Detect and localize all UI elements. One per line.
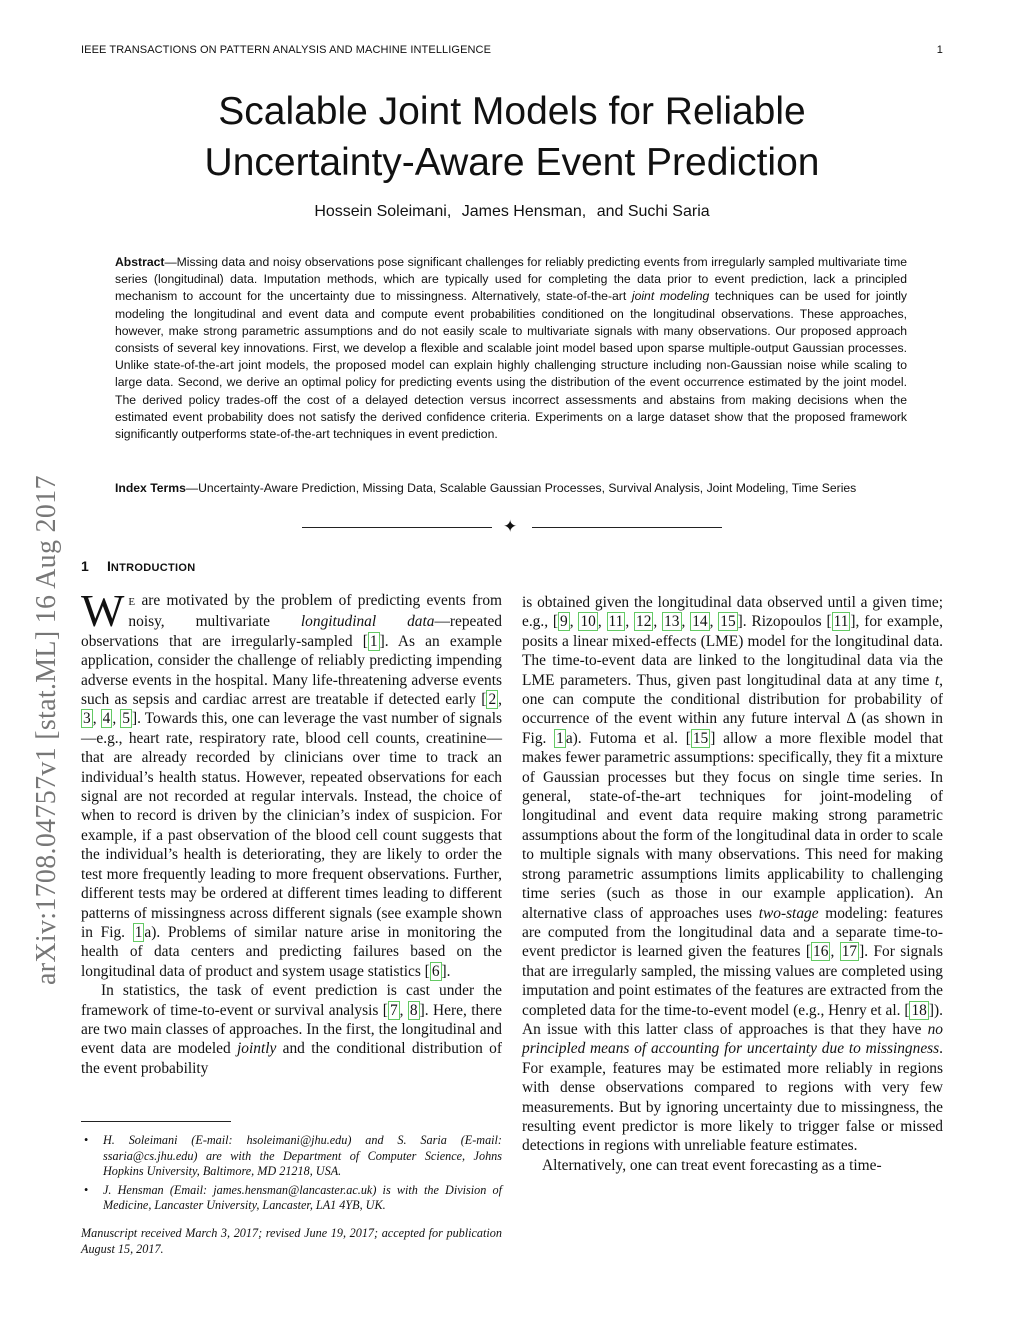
author-list bbox=[0, 203, 1024, 221]
citation-link[interactable]: 12 bbox=[636, 613, 652, 631]
citation-link[interactable]: 5 bbox=[122, 710, 130, 728]
page-number: 1 bbox=[936, 44, 943, 56]
citation-link[interactable]: 18 bbox=[911, 1001, 927, 1019]
running-header bbox=[81, 44, 943, 56]
citation-link[interactable]: 7 bbox=[389, 1001, 398, 1019]
text-run: —repeated observations that are irregularly-sampled bbox=[81, 613, 502, 650]
abstract bbox=[115, 254, 907, 443]
citation-link[interactable]: 11 bbox=[833, 613, 849, 631]
text-run: , for example, posits a linear mixed-effects (LME) model for the longitudinal data. The time-to-event data are linked to the longitudinal data via the LME parameters. Thus, given past longitudinal data at any time bbox=[522, 613, 943, 689]
citation-link[interactable]: 8 bbox=[409, 1001, 418, 1019]
text-run: a). Futoma et al. bbox=[565, 729, 686, 747]
author-soleimani: Hossein Soleimani, bbox=[314, 203, 452, 220]
left-column bbox=[81, 585, 502, 1078]
title-line-1: Scalable Joint Models for Reliable bbox=[218, 90, 806, 133]
text-run: and the conditional distribution of the event probability bbox=[81, 1040, 502, 1077]
footnote-text: H. Soleimani (E-mail: hsoleimani@jhu.edu) and S. Saria (E-mail: ssaria@cs.jhu.edu) are with the Department of Computer Science, Johns Hopkins University, Baltimore, MD 21218, USA. bbox=[103, 1133, 502, 1179]
citation-link[interactable]: 1 bbox=[369, 632, 378, 650]
divider-star-icon: ✦ bbox=[503, 517, 518, 536]
footnotes bbox=[81, 1133, 502, 1257]
emphasis-no-principled-means: no principled means of accounting for uncertainty due to missingness bbox=[522, 1020, 943, 1058]
text-run: . Towards this, one can leverage the vast number of signals—e.g., heart rate, respiratory rate, blood cell counts, creatinine—that are already recorded by clinicians over time to track an individual’s health status. However, repeated observations for each signal are not recorded at regular intervals. Instead, the choice of when to record is driven by the clinician’s index of suspicion. For example, if a past observation of the blood cell count suggests that the individual’s health is deteriorating, they are likely to order the test more frequently leading to more frequent observations. Further, different tests may be ordered at different times leading to different patterns of missingness across different signals (see example shown in Fig. bbox=[81, 710, 502, 941]
bullet-icon: • bbox=[84, 1133, 89, 1147]
footnote-hensman-affiliation bbox=[81, 1183, 502, 1214]
text-run: . Here, there are two main classes of approaches. In the first, the longitudinal and event data are modeled bbox=[81, 1001, 502, 1058]
citation-link[interactable]: 11 bbox=[608, 613, 624, 631]
emphasis-two-stage: two-stage bbox=[758, 904, 819, 922]
text-run: a). Problems of similar nature arise in monitoring the health of data centers and predicting failures based on the longitudinal data of product and system usage statistics bbox=[81, 923, 502, 980]
text-run: modeling: features are computed from the longitudinal data and a separate time-to-event predictor is learned given the features bbox=[522, 904, 943, 961]
text-run: is obtained given the longitudinal data observed until a given time; e.g., bbox=[522, 594, 943, 631]
section-initial: I bbox=[107, 558, 111, 574]
arxiv-identifier-stamp: arXiv:1708.04757v1 [stat.ML] 16 Aug 2017 bbox=[31, 475, 62, 985]
citation-link[interactable]: 15 bbox=[720, 613, 736, 631]
emphasis-jointly: jointly bbox=[237, 1040, 277, 1058]
emphasis-longitudinal-data: longitudinal data bbox=[300, 613, 435, 631]
figure-link[interactable]: 1 bbox=[134, 923, 143, 941]
bullet-icon: • bbox=[84, 1182, 89, 1197]
footnote-authors-affiliation bbox=[81, 1133, 502, 1180]
right-column bbox=[522, 593, 943, 1175]
intro-paragraph-1: W E are motivated by the problem of predicting events from noisy, multivariate longitudinal data—repeated observations that are irregularly-sampled [ 1 ]. As an example application, consider the challenge of reliably predicting impending adverse events in the hospital. Many life-threatening adverse events such as sepsis and cardiac arrest are treatable if detected early [ 2 , 3 , 4 , 5 ]. Towards this, one can leverage the vast number of signals—e.g., heart rate, respiratory rate, blood cell counts, creatinine—that are already recorded by clinicians over time to track an individual’s health status. However, repeated observations for each signal are not recorded at regular intervals. Instead, the choice of when to record is driven by the clinician’s index of suspicion. For example, if a past observation of the blood cell count suggests that the individual’s health is deteriorating, they are likely to order the test more frequently leading to more frequent observations. Further, different tests may be ordered at different times leading to different patterns of missingness across different signals (see example shown in Fig. 1 a). Problems of similar nature arise in monitoring the health of data centers and predicting failures based on the longitudinal data of product and system usage statistics [ 6 ]. bbox=[81, 585, 502, 980]
text-run: , one can compute the conditional distribution for probability of occurrence of the event within any future interval Δ (as shown in Fig. bbox=[522, 671, 943, 747]
author-hensman: James Hensman, bbox=[461, 203, 587, 220]
divider-line-right bbox=[532, 527, 722, 528]
text-run: allow a more flexible model that makes fewer parametric assumptions: specifically, they fit a mixture of Gaussian processes but they focus on single time series. In general, state-of-the-art techniques for joint-modeling of longitudinal and event data require making strong parametric assumptions about the form of the longitudinal data in order to scale to multiple signals with many observations. This need for making strong parametric assumptions limits applicability to challenging time series (such as those in our example application). An alternative class of approaches uses bbox=[522, 729, 943, 922]
index-terms-text: —Uncertainty-Aware Prediction, Missing Data, Scalable Gaussian Processes, Survival Analysis, Joint Modeling, Time Series bbox=[185, 481, 857, 495]
intro-paragraph-2: In statistics, the task of event prediction is cast under the framework of time-to-event or survival analysis [ 7 , 8 ]. Here, there are two main classes of approaches. In the first, the longitudinal and event data are modeled jointly and the conditional distribution of the event probability bbox=[81, 982, 502, 1077]
citation-link[interactable]: 17 bbox=[841, 943, 858, 961]
text-run: . For example, features may be estimated more reliably in regions with dense observations compared to regions with very few measurements. But by ignoring uncertainty due to missingness, the resulting event predictor is more likely to trigger false or missed detections in regions with unreliable feature estimates. bbox=[522, 1040, 943, 1155]
citation-link[interactable]: 13 bbox=[664, 613, 680, 631]
section-title-rest: NTRODUCTION bbox=[110, 562, 196, 574]
citation-link[interactable]: 4 bbox=[102, 710, 111, 728]
drop-cap-continuation: E bbox=[128, 596, 136, 608]
drop-cap: W bbox=[81, 585, 125, 636]
section-heading-introduction bbox=[81, 558, 195, 574]
citation-link[interactable]: 16 bbox=[813, 943, 829, 961]
text-run: are motivated by the problem of predicting events from noisy, multivariate bbox=[128, 592, 502, 631]
figure-link[interactable]: 1 bbox=[556, 729, 564, 747]
citation-link[interactable]: 2 bbox=[488, 691, 497, 709]
text-run: In statistics, the task of event prediction is cast under the framework of time-to-event or survival analysis bbox=[81, 982, 502, 1019]
citation-link[interactable]: 6 bbox=[431, 962, 440, 980]
section-divider bbox=[0, 517, 1024, 537]
abstract-emphasis: joint modeling bbox=[631, 289, 710, 304]
text-run: ). An issue with this latter class of approaches is that they have bbox=[522, 1001, 943, 1038]
manuscript-dates: Manuscript received March 3, 2017; revised June 19, 2017; accepted for publication August 15, 2017. bbox=[81, 1225, 502, 1256]
intro-paragraph-3: is obtained given the longitudinal data observed until a given time; e.g., [ 9 , 10 , 11 , 12 , 13 , 14 , 15 ]. Rizopoulos [ 11 ], for example, posits a linear mixed-effects (LME) model for the longitudinal data. The time-to-event data are linked to the longitudinal data via the LME parameters. Thus, given past longitudinal data at any time t, one can compute the conditional distribution for probability of occurrence of the event within any future interval Δ (as shown in Fig. 1 a). Futoma et al. [ 15 ] allow a more flexible model that makes fewer parametric assumptions: specifically, they fit a mixture of Gaussian processes but they focus on single time series. In general, state-of-the-art techniques for joint-modeling of longitudinal and event data require making strong parametric assumptions about the form of the longitudinal data in order to scale to multiple signals with many observations. This need for making strong parametric assumptions limits applicability to challenging time series (such as those in our example application). An alternative class of approaches uses two-stage modeling: features are computed from the longitudinal data and a separate time-to-event predictor is learned given the features [ 16 , 17 ]. For signals that are irregularly sampled, the missing values are completed using imputation and point estimates of the features are extracted from the completed data for the time-to-event model (e.g., Henry et al. [ 18 ]). An issue with this latter class of approaches is that they have no principled means of accounting for uncertainty due to missingness. For example, features may be estimated more reliably in regions with dense observations compared to regions with very few measurements. But by ignoring uncertainty due to missingness, the resulting event predictor is more likely to trigger false or missed detections in regions with unreliable feature estimates. bbox=[522, 594, 943, 1155]
author-saria: and Suchi Saria bbox=[596, 203, 710, 220]
citation-link[interactable]: 9 bbox=[560, 613, 568, 631]
divider-line-left bbox=[302, 527, 492, 528]
abstract-label: Abstract bbox=[115, 255, 165, 269]
abstract-text-2: techniques can be used for jointly modeling the longitudinal and event data and compute event probabilities conditioned on the longitudinal observations. These approaches, however, make strong parametric assumptions and do not easily scale to multivariate signals with many observations. Our proposed approach consists of several key innovations. First, we develop a flexible and scalable joint model based upon sparse multiple-output Gaussian processes. Unlike state-of-the-art joint models, the proposed model can explain highly challenging structure including non-Gaussian noise while scaling to large data. Second, we derive an optimal policy for predicting events using the distribution of the event occurrence estimated by the joint model. The derived policy trades-off the cost of a delayed detection versus incorrect assessments and abstains from making decisions when the estimated event probability does not satisfy the derived confidence criteria. Experiments on a large dataset show that the proposed framework significantly outperforms state-of-the-art techniques in event prediction. bbox=[115, 289, 908, 442]
citation-link[interactable]: 10 bbox=[580, 613, 596, 631]
footnote-rule bbox=[81, 1121, 231, 1122]
citation-link[interactable]: 14 bbox=[692, 613, 708, 631]
text-run: . bbox=[446, 962, 451, 980]
citation-link[interactable]: 3 bbox=[83, 710, 91, 728]
variable-t: t bbox=[934, 671, 940, 689]
footnote-text: J. Hensman (Email: james.hensman@lancaster.ac.uk) is with the Division of Medicine, Lancaster University, Lancaster, LA1 4YB, UK. bbox=[103, 1182, 502, 1213]
section-number: 1 bbox=[81, 558, 89, 574]
text-run: . Rizopoulos bbox=[742, 613, 827, 631]
text-run: . For signals that are irregularly sampled, the missing values are completed using imputation and point estimates of the features are extracted from the completed data for the time-to-event model (e.g., Henry et al. bbox=[522, 943, 943, 1019]
citation-link[interactable]: 15 bbox=[692, 729, 709, 747]
journal-name: IEEE TRANSACTIONS ON PATTERN ANALYSIS AND MACHINE INTELLIGENCE bbox=[81, 44, 492, 56]
paper-title bbox=[0, 86, 1024, 188]
intro-paragraph-4: Alternatively, one can treat event forecasting as a time- bbox=[542, 1156, 882, 1174]
index-terms-label: Index Terms bbox=[115, 481, 186, 495]
text-run: . As an example application, consider the challenge of reliably predicting impending adverse events in the hospital. Many life-threatening adverse events such as sepsis and cardiac arrest are treatable if detected early bbox=[81, 632, 502, 709]
index-terms bbox=[115, 480, 907, 497]
title-line-2: Uncertainty-Aware Event Prediction bbox=[204, 141, 820, 184]
abstract-text-1: —Missing data and noisy observations pose significant challenges for reliably predicting events from irregularly sampled multivariate time series (longitudinal) data. Imputation methods, which are typically used for completing the data prior to event prediction, lack a principled mechanism to account for the uncertainty due to missingness. Alternatively, state-of-the-art bbox=[115, 255, 907, 304]
